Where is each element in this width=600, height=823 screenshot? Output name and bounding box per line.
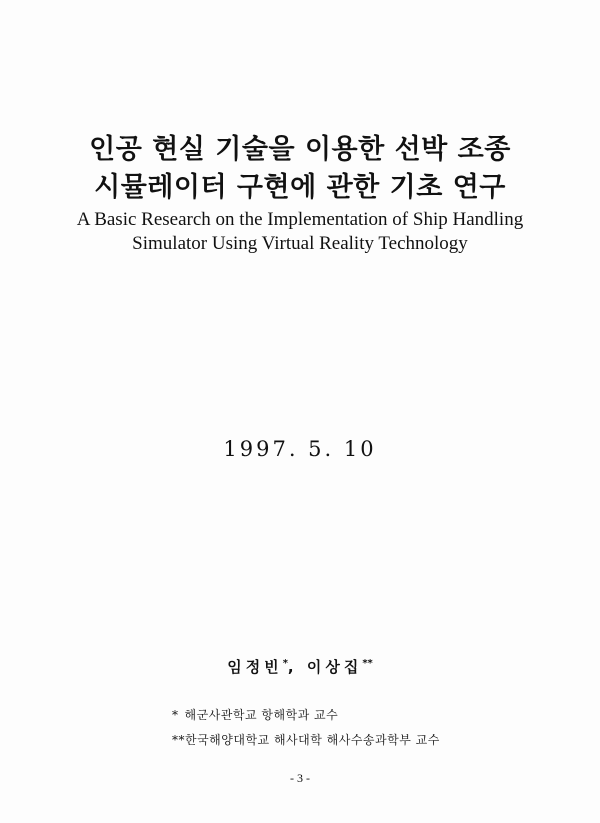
english-title-line-2: Simulator Using Virtual Reality Technology: [132, 233, 468, 254]
author-1-footnote-mark: *: [282, 658, 288, 669]
affiliation-2-mark: **: [172, 733, 185, 747]
page-number: - 3 -: [290, 771, 310, 785]
author-line: [0, 656, 600, 677]
publication-date: 1997. 5. 10: [223, 437, 377, 461]
author-name-1: 임정빈: [227, 658, 283, 676]
affiliation-2: [172, 731, 440, 748]
affiliation-1: [172, 706, 338, 723]
korean-title-line-2: 시뮬레이터 구현에 관한 기초 연구: [94, 172, 506, 203]
affiliation-1-text: 해군사관학교 항해학과 교수: [184, 708, 339, 722]
author-2-footnote-mark: **: [362, 658, 373, 669]
author-name-2: 이상집: [306, 658, 363, 676]
korean-title-line-1: 인공 현실 기술을 이용한 선박 조종: [89, 134, 511, 165]
english-title-line-1: A Basic Research on the Implementation of Ship Handling: [76, 209, 524, 230]
affiliation-1-mark: *: [172, 708, 179, 722]
affiliation-2-text: 한국해양대학교 해사대학 해사수송과학부 교수: [185, 733, 440, 747]
author-separator: ,: [287, 658, 307, 676]
